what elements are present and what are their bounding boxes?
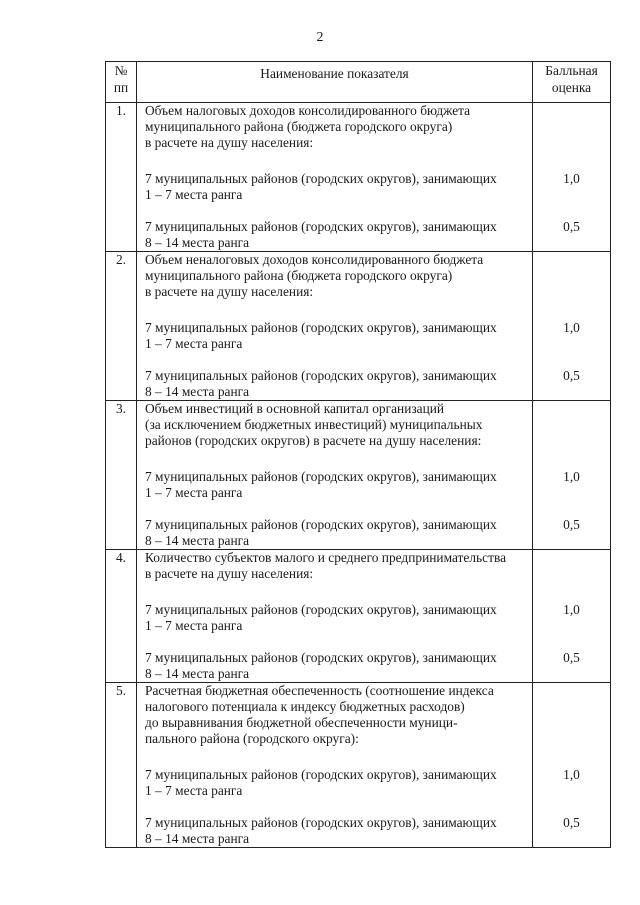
indicator-title-line: налогового потенциала к индексу бюджетных расходов) [145,699,465,714]
rank-group-line: 8 – 14 места ранга [145,384,250,399]
header-score-line: Балльная [545,63,598,78]
rank-group [145,602,530,634]
rank-group-line: 7 муниципальных районов (городских округов), занимающих [145,320,497,335]
score-value: 1,0 [563,320,580,335]
header-name [137,62,533,103]
rank-group-line: 7 муниципальных районов (городских округов), занимающих [145,815,497,830]
rank-group [145,219,530,251]
indicator-score-table [105,61,611,848]
rank-group-line: 1 – 7 места ранга [145,336,243,351]
indicator-title-line: в расчете на душу населения: [145,566,314,581]
rank-group-line: 7 муниципальных районов (городских округов), занимающих [145,517,497,532]
score-cell [533,103,611,252]
indicator-name-cell [137,550,533,683]
rank-group [145,368,530,400]
score-cell [533,550,611,683]
rank-group-line: 7 муниципальных районов (городских округов), занимающих [145,171,497,186]
score-value: 1,0 [563,767,580,782]
rank-group [145,171,530,203]
rank-group-line: 8 – 14 места ранга [145,235,250,250]
page-number: 2 [316,30,324,45]
table-row [106,252,611,401]
rank-group-line: 8 – 14 места ранга [145,666,250,681]
rank-group-line: 7 муниципальных районов (городских округов), занимающих [145,219,497,234]
indicator-title-line: Количество субъектов малого и среднего предпринимательства [145,550,507,565]
score-value: 1,0 [563,602,580,617]
rank-group [145,320,530,352]
indicator-title-line: до выравнивания бюджетной обеспеченности муници- [145,715,458,730]
rank-group-line: 7 муниципальных районов (городских округов), занимающих [145,602,497,617]
rank-group [145,767,530,799]
indicator-title-line: Объем налоговых доходов консолидированного бюджета [145,103,471,118]
score-value: 0,5 [563,650,580,665]
table-row [106,683,611,848]
indicator-name-cell [137,401,533,550]
score-cell [533,401,611,550]
score-value: 1,0 [563,469,580,484]
indicator-title-line: Расчетная бюджетная обеспеченность (соотношение индекса [145,683,494,698]
rank-group-line: 7 муниципальных районов (городских округов), занимающих [145,469,497,484]
row-number: 4. [106,550,137,683]
indicator-title-line: Объем инвестиций в основной капитал организаций [145,401,445,416]
indicator-title-line: в расчете на душу населения: [145,284,314,299]
score-cell [533,683,611,848]
score-value: 0,5 [563,815,580,830]
score-value: 0,5 [563,368,580,383]
rank-group [145,815,530,847]
rank-group-line: 7 муниципальных районов (городских округов), занимающих [145,368,497,383]
header-score-line: оценка [551,80,592,95]
indicator-title-line: муниципального района (бюджета городского округа) [145,268,453,283]
header-num-line: № [114,63,128,78]
indicator-title-line: в расчете на душу населения: [145,135,314,150]
table-row [106,103,611,252]
row-number: 1. [106,103,137,252]
table-row [106,401,611,550]
indicator-name-cell [137,683,533,848]
indicator-name-cell [137,252,533,401]
header-score [533,62,611,103]
header-name-label: Наименование показателя [260,66,409,81]
row-number: 3. [106,401,137,550]
score-value: 0,5 [563,219,580,234]
header-num [106,62,137,103]
rank-group-line: 1 – 7 места ранга [145,783,243,798]
score-value: 1,0 [563,171,580,186]
row-number: 5. [106,683,137,848]
score-value: 0,5 [563,517,580,532]
indicator-title-line: пального района (городского округа): [145,731,359,746]
header-num-line: пп [113,80,129,95]
rank-group [145,517,530,549]
rank-group-line: 8 – 14 места ранга [145,533,250,548]
rank-group-line: 7 муниципальных районов (городских округов), занимающих [145,767,497,782]
score-cell [533,252,611,401]
indicator-title-line: районов (городских округов) в расчете на душу населения: [145,433,482,448]
table-row [106,550,611,683]
table-header-row [106,62,611,103]
rank-group [145,469,530,501]
indicator-title-line: Объем неналоговых доходов консолидированного бюджета [145,252,484,267]
indicator-title-line: муниципального района (бюджета городского округа) [145,119,453,134]
rank-group-line: 7 муниципальных районов (городских округов), занимающих [145,650,497,665]
rank-group-line: 1 – 7 места ранга [145,485,243,500]
indicator-name-cell [137,103,533,252]
rank-group [145,650,530,682]
row-number: 2. [106,252,137,401]
rank-group-line: 1 – 7 места ранга [145,187,243,202]
indicator-title-line: (за исключением бюджетных инвестиций) муниципальных [145,417,483,432]
rank-group-line: 8 – 14 места ранга [145,831,250,846]
rank-group-line: 1 – 7 места ранга [145,618,243,633]
